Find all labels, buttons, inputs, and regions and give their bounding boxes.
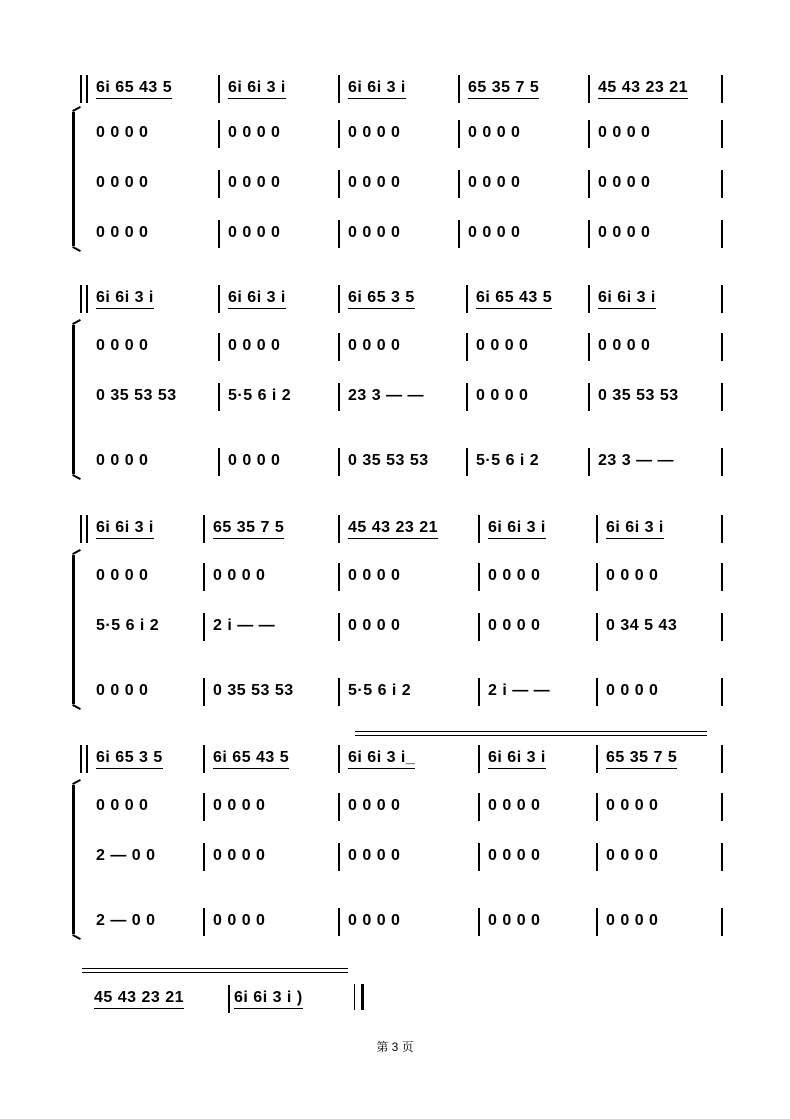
measure: 6i 6i 3 i xyxy=(96,519,154,539)
measure: 23 3 — — xyxy=(598,452,675,469)
barline xyxy=(458,170,460,198)
barline xyxy=(478,613,480,641)
barline xyxy=(458,75,460,103)
barline xyxy=(588,285,590,313)
repeat-line xyxy=(355,731,707,736)
barline xyxy=(228,985,230,1013)
measure: 0 0 0 0 xyxy=(228,452,281,469)
measure: 6i 6i 3 i xyxy=(96,289,154,309)
barline xyxy=(338,75,340,103)
measure: 0 0 0 0 xyxy=(598,224,651,241)
measure: 6i 65 3 5 xyxy=(348,289,415,309)
barline xyxy=(721,75,723,103)
barline xyxy=(721,170,723,198)
measure: 0 0 0 0 xyxy=(96,797,149,814)
measure: 0 0 0 0 xyxy=(213,567,266,584)
measure: 0 0 0 0 xyxy=(488,797,541,814)
barline xyxy=(218,75,220,103)
barline xyxy=(721,333,723,361)
measure: 2 i — — xyxy=(213,617,276,634)
barline xyxy=(86,515,88,543)
barline xyxy=(466,448,468,476)
measure: 0 0 0 0 xyxy=(488,847,541,864)
barline xyxy=(338,515,340,543)
barline xyxy=(588,220,590,248)
barline xyxy=(721,793,723,821)
measure: 6i 6i 3 i xyxy=(228,79,286,99)
measure: 0 0 0 0 xyxy=(348,847,401,864)
barline xyxy=(203,793,205,821)
barline xyxy=(721,843,723,871)
measure: 0 0 0 0 xyxy=(348,617,401,634)
measure: 0 0 0 0 xyxy=(228,174,281,191)
barline xyxy=(203,515,205,543)
barline xyxy=(478,563,480,591)
barline xyxy=(203,613,205,641)
measure: 6i 6i 3 i xyxy=(488,519,546,539)
barline xyxy=(203,678,205,706)
measure: 0 0 0 0 xyxy=(213,797,266,814)
measure: 0 35 53 53 xyxy=(213,682,294,699)
measure: 0 0 0 0 xyxy=(488,567,541,584)
measure: 0 0 0 0 xyxy=(348,174,401,191)
staff-row xyxy=(0,333,790,363)
measure: 2 i — — xyxy=(488,682,551,699)
measure: 45 43 23 21 xyxy=(348,519,438,539)
staff-row xyxy=(0,563,790,593)
measure: 0 0 0 0 xyxy=(96,224,149,241)
barline xyxy=(466,383,468,411)
measure: 0 0 0 0 xyxy=(96,124,149,141)
measure: 0 0 0 0 xyxy=(213,912,266,929)
staff-row xyxy=(0,515,790,545)
barline xyxy=(203,908,205,936)
staff-row xyxy=(0,613,790,643)
staff-row xyxy=(0,678,790,708)
measure: 6i 6i 3 i xyxy=(606,519,664,539)
measure: 0 0 0 0 xyxy=(348,124,401,141)
staff-row xyxy=(0,745,790,775)
barline xyxy=(86,285,88,313)
barline xyxy=(721,908,723,936)
measure: 0 0 0 0 xyxy=(598,337,651,354)
measure: 5·5 6 i 2 xyxy=(476,452,540,469)
barline xyxy=(588,383,590,411)
barline xyxy=(478,678,480,706)
measure: 2 — 0 0 xyxy=(96,912,156,929)
staff-row xyxy=(0,75,790,105)
measure: 5·5 6 i 2 xyxy=(228,387,292,404)
measure: 2 — 0 0 xyxy=(96,847,156,864)
barline xyxy=(596,843,598,871)
barline xyxy=(478,745,480,773)
measure: 0 0 0 0 xyxy=(228,224,281,241)
measure: 0 0 0 0 xyxy=(228,124,281,141)
page-number: 第 3 页 xyxy=(376,1040,414,1054)
barline xyxy=(596,793,598,821)
measure: 0 0 0 0 xyxy=(348,797,401,814)
barline xyxy=(588,448,590,476)
barline xyxy=(338,220,340,248)
barline xyxy=(478,793,480,821)
barline xyxy=(218,333,220,361)
repeat-line xyxy=(82,968,348,973)
measure: 6i 6i 3 i xyxy=(228,289,286,309)
measure: 0 0 0 0 xyxy=(348,224,401,241)
barline xyxy=(218,285,220,313)
measure: 6i 6i 3 i xyxy=(488,749,546,769)
staff-row xyxy=(0,120,790,150)
barline xyxy=(86,75,88,103)
measure: 5·5 6 i 2 xyxy=(348,682,412,699)
barline xyxy=(478,515,480,543)
staff-row xyxy=(0,170,790,200)
staff-row xyxy=(0,908,790,938)
barline xyxy=(588,75,590,103)
barline xyxy=(218,383,220,411)
measure: 0 0 0 0 xyxy=(606,682,659,699)
barline xyxy=(338,383,340,411)
barline xyxy=(721,613,723,641)
barline xyxy=(721,383,723,411)
measure: 0 0 0 0 xyxy=(488,912,541,929)
measure: 0 35 53 53 xyxy=(348,452,429,469)
measure: 6i 65 43 5 xyxy=(96,79,172,99)
measure: 6i 65 43 5 xyxy=(476,289,552,309)
measure: 0 0 0 0 xyxy=(96,337,149,354)
measure: 0 0 0 0 xyxy=(598,124,651,141)
barline xyxy=(721,448,723,476)
measure: 6i 6i 3 i xyxy=(348,79,406,99)
barline xyxy=(588,170,590,198)
barline xyxy=(218,120,220,148)
barline xyxy=(721,678,723,706)
measure: 0 0 0 0 xyxy=(96,174,149,191)
barline xyxy=(338,333,340,361)
barline xyxy=(596,745,598,773)
barline xyxy=(338,563,340,591)
barline xyxy=(458,120,460,148)
measure: 23 3 — — xyxy=(348,387,425,404)
barline xyxy=(338,678,340,706)
staff-row xyxy=(0,285,790,315)
barline xyxy=(338,793,340,821)
barline xyxy=(338,120,340,148)
barline xyxy=(596,563,598,591)
measure: 0 0 0 0 xyxy=(348,567,401,584)
measure: 0 0 0 0 xyxy=(476,387,529,404)
measure: 0 35 53 53 xyxy=(598,387,679,404)
measure: 6i 6i 3 i xyxy=(598,289,656,309)
staff-row xyxy=(0,383,790,413)
barline xyxy=(721,515,723,543)
measure: 65 35 7 5 xyxy=(606,749,677,769)
barline xyxy=(203,563,205,591)
barline xyxy=(721,120,723,148)
barline xyxy=(338,745,340,773)
barline xyxy=(721,745,723,773)
barline xyxy=(338,285,340,313)
measure: 5·5 6 i 2 xyxy=(96,617,160,634)
measure: 65 35 7 5 xyxy=(468,79,539,99)
measure: 0 0 0 0 xyxy=(488,617,541,634)
measure: 0 0 0 0 xyxy=(606,912,659,929)
barline xyxy=(338,448,340,476)
staff-row xyxy=(0,220,790,250)
measure: 0 0 0 0 xyxy=(606,797,659,814)
measure: 0 0 0 0 xyxy=(228,337,281,354)
barline xyxy=(466,333,468,361)
barline xyxy=(218,220,220,248)
barline xyxy=(596,678,598,706)
measure: 0 0 0 0 xyxy=(96,567,149,584)
barline xyxy=(596,613,598,641)
measure: 0 0 0 0 xyxy=(468,174,521,191)
measure: 0 0 0 0 xyxy=(213,847,266,864)
measure: 45 43 23 21 xyxy=(598,79,688,99)
barline xyxy=(478,908,480,936)
measure: 6i 65 3 5 xyxy=(96,749,163,769)
measure: 0 0 0 0 xyxy=(598,174,651,191)
barline xyxy=(478,843,480,871)
staff-row xyxy=(0,793,790,823)
measure: 45 43 23 21 xyxy=(94,989,184,1009)
barline xyxy=(721,220,723,248)
barline xyxy=(596,515,598,543)
barline xyxy=(86,745,88,773)
barline xyxy=(588,120,590,148)
barline xyxy=(721,563,723,591)
measure: 0 0 0 0 xyxy=(606,847,659,864)
barline xyxy=(458,220,460,248)
barline xyxy=(338,613,340,641)
measure: 0 0 0 0 xyxy=(476,337,529,354)
measure: 0 34 5 43 xyxy=(606,617,678,634)
barline xyxy=(338,170,340,198)
measure: 6i 65 43 5 xyxy=(213,749,289,769)
measure: 6i 6i 3 i_ xyxy=(348,749,415,769)
barline xyxy=(203,843,205,871)
measure: 0 0 0 0 xyxy=(348,337,401,354)
barline xyxy=(466,285,468,313)
measure: 65 35 7 5 xyxy=(213,519,284,539)
final-barline xyxy=(354,984,364,1010)
barline xyxy=(218,448,220,476)
barline xyxy=(338,908,340,936)
barline xyxy=(596,908,598,936)
staff-row xyxy=(0,448,790,478)
measure: 0 0 0 0 xyxy=(606,567,659,584)
barline xyxy=(588,333,590,361)
measure: 0 35 53 53 xyxy=(96,387,177,404)
barline xyxy=(203,745,205,773)
measure: 0 0 0 0 xyxy=(468,124,521,141)
measure: 0 0 0 0 xyxy=(96,682,149,699)
staff-row xyxy=(0,843,790,873)
measure: 0 0 0 0 xyxy=(468,224,521,241)
barline xyxy=(721,285,723,313)
barline xyxy=(218,170,220,198)
measure: 6i 6i 3 i ) xyxy=(234,989,303,1009)
measure: 0 0 0 0 xyxy=(96,452,149,469)
measure: 0 0 0 0 xyxy=(348,912,401,929)
barline xyxy=(338,843,340,871)
